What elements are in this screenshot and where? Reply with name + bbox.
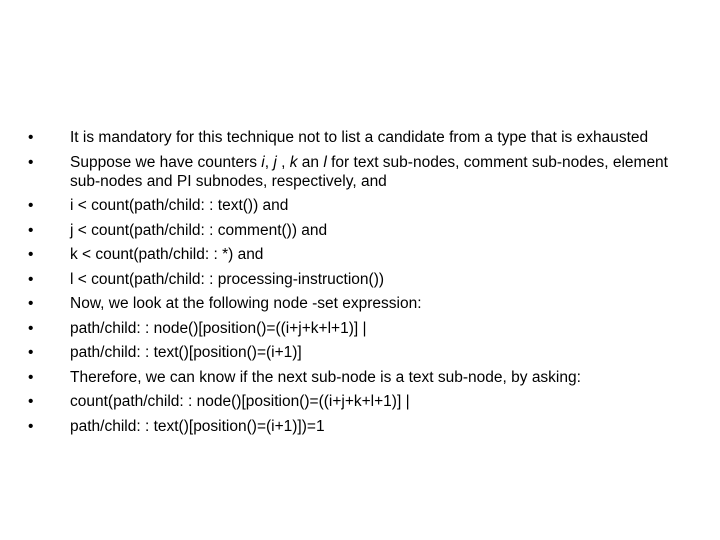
bullet-item-10 <box>28 392 688 411</box>
bullet-item-0 <box>28 128 688 147</box>
counter-i: i <box>261 153 265 171</box>
bullet-dot: • <box>28 197 34 214</box>
bullet-item-11 <box>28 417 688 436</box>
bullet-text: l < count(path/child: : processing-instruction()) <box>70 270 385 288</box>
bullet-text: Suppose we have counters i, j , k an l for text sub-nodes, comment sub-nodes, element sub-nodes and PI subnodes, respectively, and <box>70 153 668 190</box>
bullet-dot: • <box>28 153 34 171</box>
bullet-text: count(path/child: : node()[position()=((i+j+k+l+1)] | <box>70 393 410 410</box>
bullet-item-7 <box>28 319 688 338</box>
bullet-dot: • <box>28 393 34 410</box>
bullet-dot: • <box>28 295 34 312</box>
bullet-text: Therefore, we can know if the next sub-node is a text sub-node, by asking: <box>70 368 581 386</box>
bullet-item-6 <box>28 294 688 313</box>
bullet-dot: • <box>28 319 34 337</box>
bullet-dot: • <box>28 246 34 263</box>
bullet-dot: • <box>28 417 34 435</box>
bullet-text: path/child: : node()[position()=((i+j+k+l+1)] | <box>70 319 367 337</box>
bullet-item-4 <box>28 245 688 264</box>
bullet-item-9 <box>28 368 688 387</box>
bullet-item-8 <box>28 343 688 362</box>
bullet-item-1 <box>28 153 688 191</box>
bullet-item-5 <box>28 270 688 289</box>
bullet-text: i < count(path/child: : text()) and <box>70 197 289 214</box>
bullet-item-2 <box>28 196 688 215</box>
bullet-dot: • <box>28 270 34 288</box>
bullet-item-3 <box>28 221 688 240</box>
bullet-dot: • <box>28 221 34 239</box>
bullet-dot: • <box>28 344 34 361</box>
bullet-text: j < count(path/child: : comment()) and <box>70 221 328 239</box>
bullet-text: k < count(path/child: : *) and <box>70 246 264 263</box>
bullet-list <box>28 128 688 441</box>
counter-l: l <box>323 153 327 171</box>
bullet-text: Now, we look at the following node -set expression: <box>70 295 422 312</box>
bullet-dot: • <box>28 368 34 386</box>
bullet-text: path/child: : text()[position()=(i+1)])=1 <box>70 417 325 435</box>
bullet-text: It is mandatory for this technique not to list a candidate from a type that is exhausted <box>70 129 649 146</box>
counter-k: k <box>289 153 298 171</box>
bullet-dot: • <box>28 129 34 146</box>
counter-j: j <box>273 153 277 171</box>
bullet-text: path/child: : text()[position()=(i+1)] <box>70 344 302 361</box>
